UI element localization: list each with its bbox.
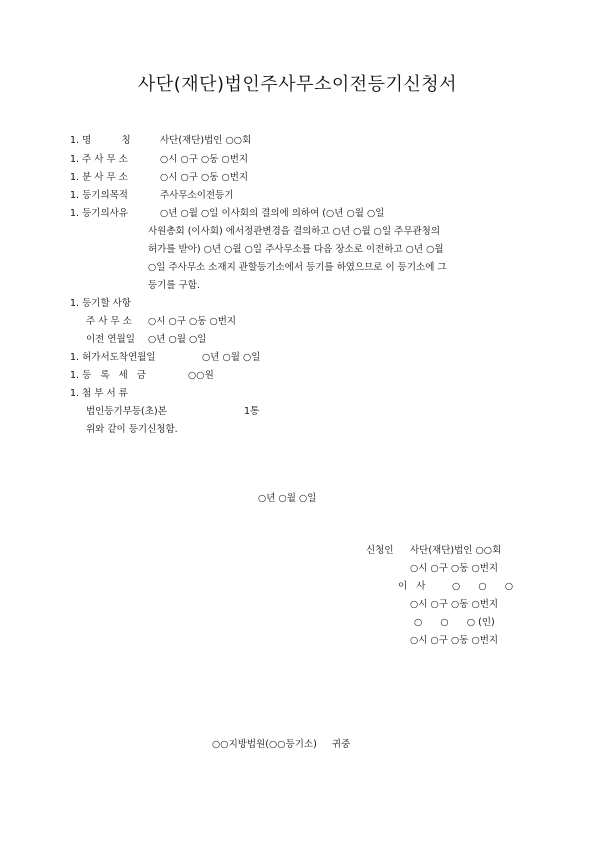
seal-line: ○ ○ ○ (인) (414, 617, 495, 628)
director-address: ○시 ○구 ○동 ○번지 (410, 599, 499, 610)
applicant-label: 신청인 (366, 545, 394, 556)
matters-office-value: ○시 ○구 ○동 ○번지 (148, 316, 237, 327)
main-office-label: 1. 주 사 무 소 (70, 154, 128, 165)
tax-label: 1. 등 록 세 금 (70, 370, 146, 381)
purpose-label: 1. 등기의목적 (70, 190, 128, 201)
director-label: 이 사 (398, 581, 426, 592)
main-office-value: ○시 ○구 ○동 ○번지 (160, 154, 249, 165)
name-value: 사단(재단)법인 ○○회 (160, 135, 252, 146)
permit-label: 1. 허가서도착연월일 (70, 352, 156, 363)
branch-office-label: 1. 분 사 무 소 (70, 172, 128, 183)
purpose-value: 주사무소이전등기 (160, 190, 234, 201)
matters-date-label: 이전 연월일 (86, 334, 135, 345)
reason-line: 사원총회 (이사회) 에서정관변경을 결의하고 ○년 ○월 ○일 주무관청의 (148, 226, 441, 237)
attach-item: 법인등기부등(초)본 (86, 406, 167, 417)
application-date: ○년 ○월 ○일 (258, 493, 317, 504)
seal-address: ○시 ○구 ○동 ○번지 (410, 635, 499, 646)
reason-line: ○년 ○월 ○일 이사회의 결의에 의하여 (○년 ○월 ○일 (160, 208, 385, 219)
attach-label: 1. 첨 부 서 류 (70, 388, 128, 399)
tax-value: ○○원 (188, 370, 214, 381)
reason-line: 허가를 받아) ○년 ○월 ○일 주사무소를 다음 장소로 이전하고 ○년 ○월 (148, 244, 444, 255)
name-label: 1. 명 칭 (70, 135, 131, 146)
reason-line: 등기를 구함. (148, 280, 200, 291)
document-title: 사단(재단)법인주사무소이전등기신청서 (137, 74, 458, 95)
director-name: ○ ○ ○ (452, 581, 514, 592)
reason-label: 1. 등기의사유 (70, 208, 128, 219)
reason-line: ○일 주사무소 소재지 관할등기소에서 등기를 하였으므로 이 등기소에 그 (148, 262, 447, 273)
matters-office-label: 주 사 무 소 (86, 316, 132, 327)
branch-office-value: ○시 ○구 ○동 ○번지 (160, 172, 249, 183)
applicant-name: 사단(재단)법인 ○○회 (410, 545, 502, 556)
recipient-line: ○○지방법원(○○등기소) 귀중 (212, 739, 351, 750)
permit-value: ○년 ○월 ○일 (202, 352, 261, 363)
applicant-address: ○시 ○구 ○동 ○번지 (410, 563, 499, 574)
matters-label: 1. 등기할 사항 (70, 298, 131, 309)
attach-count: 1통 (244, 406, 260, 417)
matters-date-value: ○년 ○월 ○일 (148, 334, 207, 345)
closing-text: 위와 같이 등기신청함. (86, 424, 178, 435)
